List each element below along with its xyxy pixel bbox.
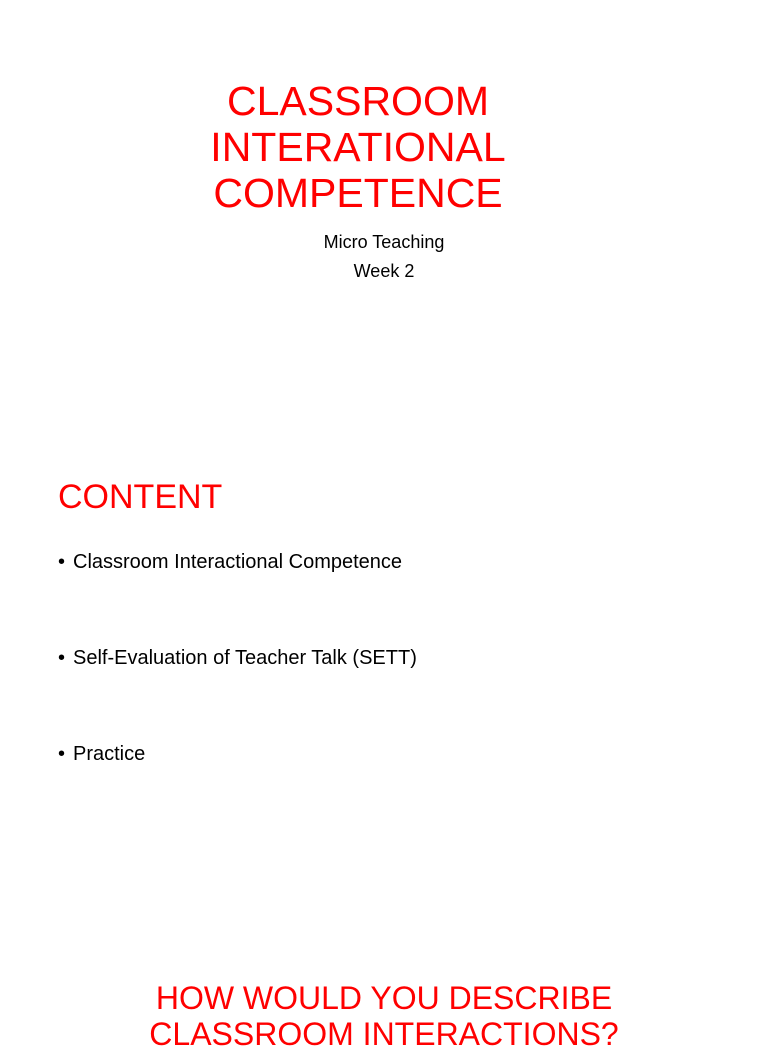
bullet-text: Classroom Interactional Competence <box>73 551 403 573</box>
question-line: HOW WOULD YOU DESCRIBE <box>155 980 613 1016</box>
bullet-list <box>58 547 417 835</box>
bullet-icon: • <box>58 743 66 765</box>
subtitle-line: Micro Teaching <box>323 232 445 252</box>
bullet-icon: • <box>58 551 66 573</box>
list-item <box>58 643 417 739</box>
content-slide <box>0 460 768 950</box>
bullet-text: Practice <box>73 743 146 765</box>
content-heading: CONTENT <box>58 478 223 516</box>
bullet-text: Self-Evaluation of Teacher Talk (SETT) <box>73 647 417 669</box>
title-line: INTERATIONAL <box>210 124 506 170</box>
slide-subtitle <box>0 228 768 286</box>
list-item <box>58 547 417 643</box>
subtitle-line: Week 2 <box>353 261 415 281</box>
slide-title <box>0 78 716 216</box>
list-item <box>58 739 417 835</box>
bullet-icon: • <box>58 647 66 669</box>
title-line: CLASSROOM <box>227 78 489 124</box>
title-line: COMPETENCE <box>213 170 503 216</box>
question-line: CLASSROOM INTERACTIONS? <box>149 1016 619 1052</box>
question-slide <box>0 950 768 1052</box>
title-slide <box>0 0 768 460</box>
question-heading <box>0 980 768 1052</box>
